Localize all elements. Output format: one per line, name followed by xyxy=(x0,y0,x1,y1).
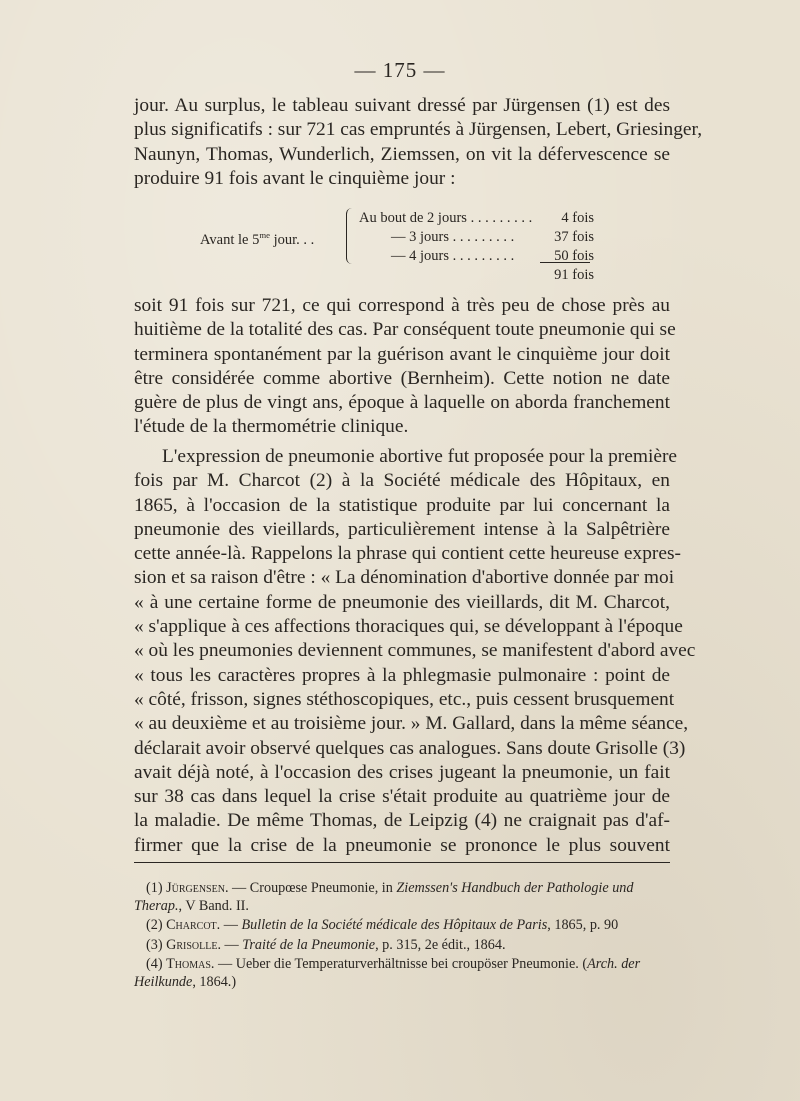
table-left-label: Avant le $5^{me}$ jour. . . xyxy=(200,230,315,248)
footnote-rule xyxy=(134,862,670,863)
row-label: — 4 jours . . . . . . . . . xyxy=(391,248,515,264)
table-row xyxy=(359,210,594,228)
footnote-1: (1) Jürgensen. — Croupœse Pneumonie, in Ziemssen's Handbuch der Pathologie und Therap., V Band. II. xyxy=(134,880,634,914)
paragraph-1 xyxy=(134,94,703,191)
text-line: être considérée comme abortive (Bernheim). Cette notion ne date xyxy=(134,367,670,389)
paragraph-3 xyxy=(134,445,696,858)
text-line: L'expression de pneumonie abortive fut proposée pour la première xyxy=(162,446,678,467)
footnote-2: (2) Charcot. — Bulletin de la Société médicale des Hôpitaux de Paris, 1865, p. 90 xyxy=(146,917,619,933)
text-line: soit 91 fois sur 721, ce qui correspond à très peu de chose près au xyxy=(134,295,670,316)
text-line: l'étude de la thermométrie clinique. xyxy=(134,416,409,438)
table-row xyxy=(359,248,594,266)
text-line: produire 91 fois avant le cinquième jour : xyxy=(134,167,456,189)
table-total-row xyxy=(359,267,594,285)
text-line: déclarait avoir observé quelques cas analogues. Sans doute Grisolle (3) xyxy=(134,737,686,759)
text-line: Naunyn, Thomas, Wunderlich, Ziemssen, on vit la défervescence se xyxy=(134,143,670,165)
text-line: huitième de la totalité des cas. Par conséquent toute pneumonie qui se xyxy=(134,319,676,341)
text-line: « au deuxième et au troisième jour. » M. Gallard, dans la même séance, xyxy=(134,713,689,735)
total-rule xyxy=(540,262,590,263)
footnote-4: (4) Thomas. — Ueber die Temperaturverhältnisse bei croupöser Pneumonie. (Arch. der Heilkunde, 1864.) xyxy=(134,956,641,990)
text-line: « tous les caractères propres à la phlegmasie pulmonaire : point de xyxy=(134,664,670,686)
text-line: pneumonie des vieillards, particulièrement intense à la Salpêtrière xyxy=(134,518,670,540)
text-line: sion et sa raison d'être : « La dénomination d'abortive donnée par moi xyxy=(134,567,675,589)
text-line: sur 38 cas dans lequel la crise s'était produite au quatrième jour de xyxy=(134,786,670,808)
text-line: « s'applique à ces affections thoraciques qui, se développant à l'époque xyxy=(134,616,683,638)
text-line: 1865, à l'occasion de la statistique produite par lui concernant la xyxy=(134,494,670,516)
row-value: 50 fois xyxy=(554,248,594,264)
row-value: 37 fois xyxy=(554,229,594,245)
text-line: firmer que la crise de la pneumonie se prononce le plus souvent xyxy=(134,834,670,856)
text-line: jour. Au surplus, le tableau suivant dressé par Jürgensen (1) est des xyxy=(134,95,670,116)
text-line: fois par M. Charcot (2) à la Société médicale des Hôpitaux, en xyxy=(134,470,670,492)
text-line: terminera spontanément par la guérison avant le cinquième jour doit xyxy=(134,343,670,365)
brace xyxy=(346,208,357,264)
text-line: la maladie. De même Thomas, de Leipzig (4) ne craignait pas d'af- xyxy=(134,810,670,832)
row-value: 4 fois xyxy=(561,210,594,226)
text-line: « où les pneumonies deviennent communes, se manifestent d'abord avec xyxy=(134,640,696,662)
paragraph-2 xyxy=(134,294,676,440)
total-value: 91 fois xyxy=(554,267,594,283)
text-line: cette année-là. Rappelons la phrase qui contient cette heureuse expres- xyxy=(134,543,681,565)
table-row xyxy=(359,229,594,247)
row-label: Au bout de 2 jours . . . . . . . . . xyxy=(359,210,533,226)
page-number: — 175 — xyxy=(354,58,446,82)
text-line: guère de plus de vingt ans, époque à laquelle on aborda franchement xyxy=(134,392,670,414)
text-line: plus significatifs : sur 721 cas empruntés à Jürgensen, Lebert, Griesinger, xyxy=(134,119,703,141)
text-line: « côté, frisson, signes stéthoscopiques, etc., puis cessent brusquement xyxy=(134,688,675,710)
text-line: « à une certaine forme de pneumonie des vieillards, dit M. Charcot, xyxy=(134,591,670,613)
row-label: — 3 jours . . . . . . . . . xyxy=(391,229,515,245)
defervescence-table xyxy=(200,210,600,283)
text-line: avait déjà noté, à l'occasion des crises jugeant la pneumonie, un fait xyxy=(134,761,670,783)
footnote-3: (3) Grisolle. — Traité de la Pneumonie, p. 315, 2e édit., 1864. xyxy=(146,936,506,953)
footnotes xyxy=(134,880,670,991)
